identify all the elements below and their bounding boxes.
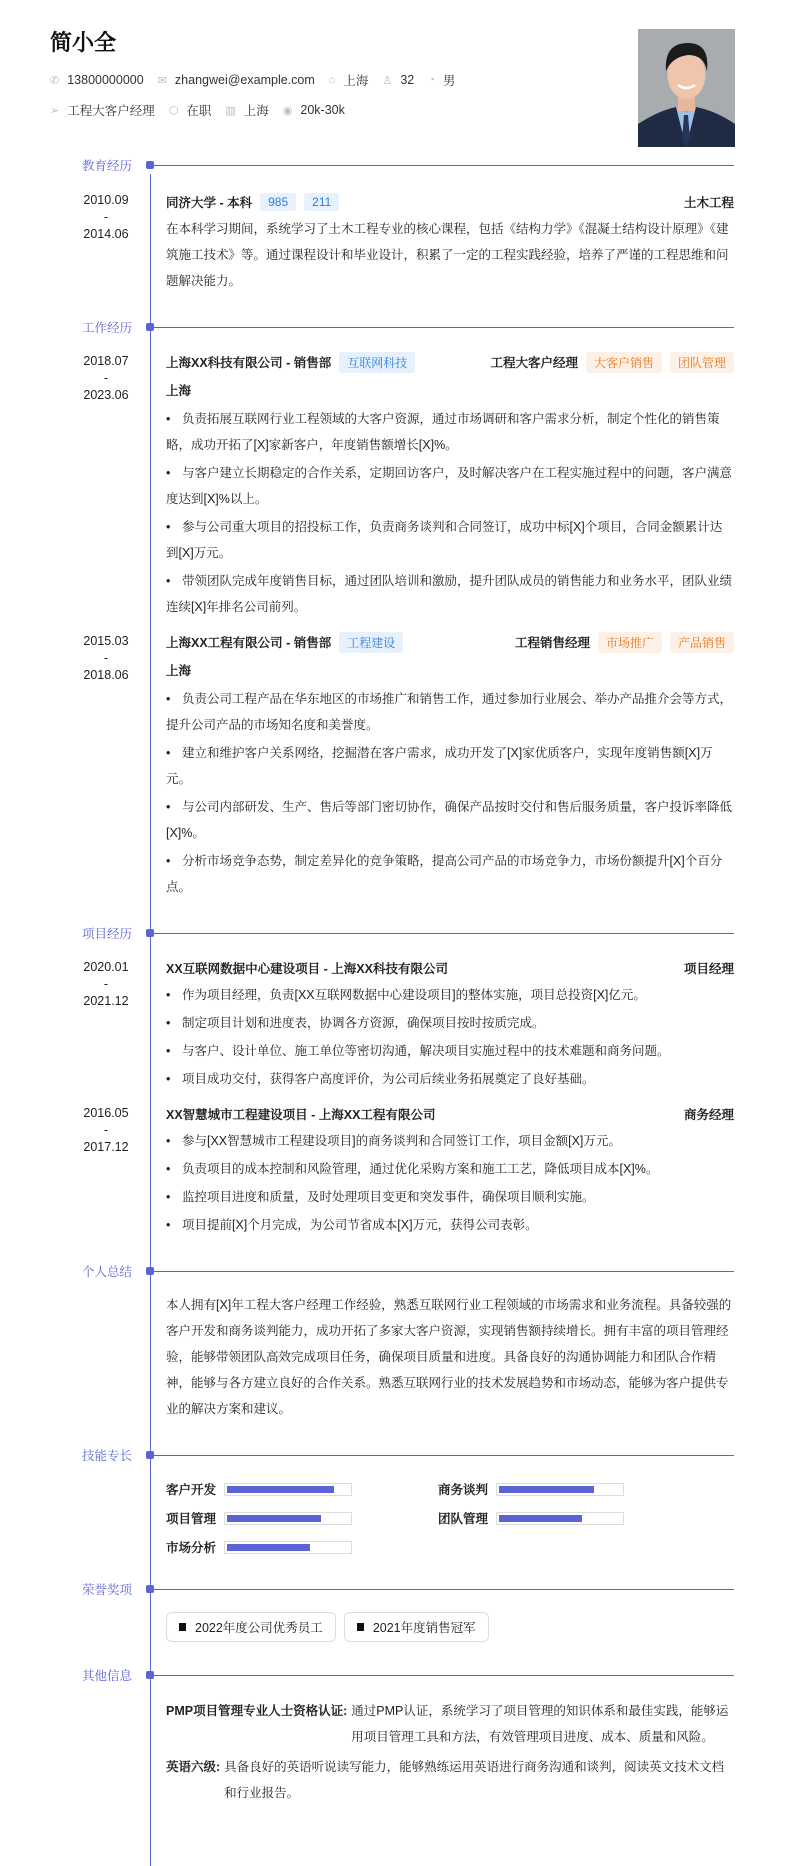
- work-city: 上海: [166, 384, 192, 398]
- mail-icon: ✉: [157, 74, 167, 87]
- projects-section: [0, 924, 794, 1238]
- bullet-item: • 项目提前[X]个月完成，为公司节省成本[X]万元，获得公司表彰。: [166, 1218, 538, 1232]
- bullet-item: • 作为项目经理，负责[XX互联网数据中心建设项目]的整体实施，项目总投资[X]亿元。: [166, 988, 646, 1002]
- date-range: 2016.05 - 2017.12: [83, 1106, 129, 1154]
- bullet-item: • 监控项目进度和质量，及时处理项目变更和突发事件，确保项目顺利实施。: [166, 1190, 595, 1204]
- section-divider: [154, 1589, 734, 1590]
- section-title: 其他信息: [82, 1669, 133, 1683]
- skill-bar: [224, 1541, 352, 1554]
- other-section: [0, 1666, 794, 1806]
- education-entry: [0, 190, 794, 294]
- target-city: 上海: [243, 104, 269, 118]
- section-divider: [154, 933, 734, 934]
- age-icon: ♙: [382, 74, 393, 87]
- skill-name: 市场分析: [166, 1541, 217, 1555]
- bullet-item: • 负责项目的成本控制和风险管理，通过优化采购方案和施工工艺，降低项目成本[X]%。: [166, 1162, 659, 1176]
- timeline-dot: [146, 1451, 154, 1459]
- project-entry: [0, 956, 794, 1092]
- job-title: 工程销售经理: [514, 636, 590, 650]
- age: 32: [400, 73, 415, 87]
- skill-bar: [496, 1512, 624, 1525]
- skill-name: 商务谈判: [438, 1483, 489, 1497]
- tag: 985: [260, 193, 296, 211]
- section-title: 工作经历: [82, 321, 133, 335]
- tag: 211: [304, 193, 339, 211]
- bullet-item: • 与客户建立长期稳定的合作关系，定期回访客户，及时解决客户在工程实施过程中的问题，客户满意度达到[X]%以上。: [166, 466, 733, 506]
- skill-item: [438, 1509, 638, 1527]
- summary-section: [0, 1262, 794, 1422]
- skill-bar-fill: [499, 1486, 594, 1493]
- timeline-dot: [146, 323, 154, 331]
- job-status: 在职: [186, 104, 212, 118]
- project-role: 商务经理: [683, 1108, 734, 1122]
- home-icon: ⌂: [328, 74, 336, 86]
- bullet-item: • 负责公司工程产品在华东地区的市场推广和销售工作，通过参加行业展会、举办产品推介会等方式，提升公司产品的市场知名度和美誉度。: [166, 692, 733, 732]
- skill-tag: 市场推广: [598, 632, 662, 653]
- bullet-item: • 与公司内部研发、生产、售后等部门密切协作，确保产品按时交付和售后服务质量，客户投诉率降低[X]%。: [166, 800, 733, 840]
- salary-icon: ◉: [282, 104, 293, 117]
- work-entry: [0, 630, 794, 900]
- honor-badge: 2021年度销售冠军: [344, 1612, 489, 1642]
- education-section: [0, 156, 794, 294]
- section-divider: [154, 1675, 734, 1676]
- building-icon: ▥: [225, 104, 236, 117]
- summary-text: 本人拥有[X]年工程大客户经理工作经验，熟悉互联网行业工程领域的市场需求和业务流程。具备较强的客户开发和商务谈判能力，成功开拓了多家大客户资源，实现销售额持续增长。拥有丰富的项目管理经验，能够带领团队高效完成项目任务，确保项目质量和进度。具备良好的沟通协调能力和团队合作精神，能够与各方建立良好的合作关系。熟悉互联网行业的技术发展趋势和市场动态，能够为客户提供专业的解决方案和建议。: [166, 1298, 732, 1416]
- skill-tag: 产品销售: [670, 632, 734, 653]
- timeline-dot: [146, 1585, 154, 1593]
- date-range: 2018.07 - 2023.06: [83, 354, 129, 402]
- skill-bar-fill: [227, 1486, 334, 1493]
- bullet-item: • 参与[XX智慧城市工程建设项目]的商务谈判和合同签订工作，项目金额[X]万元。: [166, 1134, 621, 1148]
- phone: 13800000000: [67, 73, 144, 87]
- skill-bar: [224, 1512, 352, 1525]
- section-title: 个人总结: [82, 1265, 133, 1279]
- timeline-dot: [146, 1267, 154, 1275]
- candidate-name: 简小全: [50, 30, 117, 55]
- skill-item: [166, 1480, 438, 1498]
- section-title: 荣誉奖项: [82, 1583, 133, 1597]
- skill-bar: [224, 1483, 352, 1496]
- other-item: 英语六级: 具备良好的英语听说读写能力，能够熟练运用英语进行商务沟通和谈判，阅读英文技术文档和行业报告。: [166, 1760, 725, 1800]
- date-range: 2020.01 - 2021.12: [83, 960, 129, 1008]
- status-icon: ⬡: [168, 104, 179, 117]
- skill-item: [166, 1538, 438, 1556]
- major: 土木工程: [683, 196, 734, 210]
- skill-name: 团队管理: [438, 1512, 489, 1526]
- honor-badge: 2022年度公司优秀员工: [166, 1612, 336, 1642]
- timeline-dot: [146, 161, 154, 169]
- skill-name: 项目管理: [166, 1512, 217, 1526]
- skill-tag: 团队管理: [670, 352, 734, 373]
- project-name: XX互联网数据中心建设项目 - 上海XX科技有限公司: [166, 962, 448, 976]
- bullet-item: • 带领团队完成年度销售目标，通过团队培训和激励，提升团队成员的销售能力和业务水平，团队业绩连续[X]年排名公司前列。: [166, 574, 733, 614]
- bullet-item: • 参与公司重大项目的招投标工作，负责商务谈判和合同签订，成功中标[X]个项目，合同金额累计达到[X]万元。: [166, 520, 723, 560]
- send-icon: ➢: [50, 104, 60, 117]
- section-divider: [154, 327, 734, 328]
- bullet-item: • 项目成功交付，获得客户高度评价，为公司后续业务拓展奠定了良好基础。: [166, 1072, 595, 1086]
- industry-tag: 工程建设: [339, 632, 403, 653]
- section-title: 技能专长: [82, 1449, 133, 1463]
- gender: 男: [442, 74, 456, 88]
- date-range: 2010.09 - 2014.06: [83, 193, 129, 241]
- section-divider: [154, 1271, 734, 1272]
- industry-tag: 互联网科技: [339, 352, 415, 373]
- phone-icon: ✆: [50, 74, 60, 87]
- skill-name: 客户开发: [166, 1483, 217, 1497]
- bullet-item: • 与客户、设计单位、施工单位等密切沟通，解决项目实施过程中的技术难题和商务问题。: [166, 1044, 670, 1058]
- skill-bar-fill: [227, 1544, 310, 1551]
- bullet-item: • 负责拓展互联网行业工程领域的大客户资源，通过市场调研和客户需求分析，制定个性化的销售策略，成功开拓了[X]家新客户，年度销售额增长[X]%。: [166, 412, 720, 452]
- education-description: 在本科学习期间，系统学习了土木工程专业的核心课程，包括《结构力学》《混凝土结构设计原理》《建筑施工技术》等。通过课程设计和毕业设计，积累了一定的工程实践经验，培养了严谨的工程思维和问题解决能力。: [166, 222, 729, 288]
- skill-tag: 大客户销售: [586, 352, 662, 373]
- email: zhangwei@example.com: [174, 73, 315, 87]
- timeline-dot: [146, 1671, 154, 1679]
- other-item: PMP项目管理专业人士资格认证: 通过PMP认证，系统学习了项目管理的知识体系和最佳实践，能够运用项目管理工具和方法，有效管理项目进度、成本、质量和风险。: [166, 1704, 729, 1744]
- work-entry: [0, 350, 794, 620]
- skill-bar-fill: [499, 1515, 582, 1522]
- city: 上海: [343, 74, 369, 88]
- skill-item: [166, 1509, 438, 1527]
- skill-bar-fill: [227, 1515, 321, 1522]
- bullet-item: • 建立和维护客户关系网络，挖掘潜在客户需求，成功开发了[X]家优质客户，实现年度销售额[X]万元。: [166, 746, 713, 786]
- salary: 20k-30k: [300, 103, 345, 117]
- section-title: 教育经历: [82, 159, 133, 173]
- school: 同济大学 - 本科: [166, 196, 253, 210]
- work-section: [0, 318, 794, 900]
- project-name: XX智慧城市工程建设项目 - 上海XX工程有限公司: [166, 1108, 436, 1122]
- section-divider: [154, 165, 734, 166]
- project-role: 项目经理: [683, 962, 734, 976]
- job-title: 工程大客户经理: [490, 356, 578, 370]
- work-city: 上海: [166, 664, 192, 678]
- section-title: 项目经历: [82, 927, 133, 941]
- honors-section: [0, 1580, 794, 1642]
- company: 上海XX工程有限公司 - 销售部: [166, 636, 332, 650]
- date-range: 2015.03 - 2018.06: [83, 634, 129, 682]
- skill-item: [438, 1480, 638, 1498]
- skills-section: [0, 1446, 794, 1556]
- project-entry: [0, 1102, 794, 1238]
- section-divider: [154, 1455, 734, 1456]
- bullet-item: • 制定项目计划和进度表，协调各方资源，确保项目按时按质完成。: [166, 1016, 545, 1030]
- skill-bar: [496, 1483, 624, 1496]
- company: 上海XX科技有限公司 - 销售部: [166, 356, 332, 370]
- target-job: 工程大客户经理: [67, 104, 155, 118]
- bullet-item: • 分析市场竞争态势，制定差异化的竞争策略，提高公司产品的市场竞争力，市场份额提升[X]个百分点。: [166, 854, 723, 894]
- gender-icon: ◔: [428, 74, 435, 86]
- timeline-dot: [146, 929, 154, 937]
